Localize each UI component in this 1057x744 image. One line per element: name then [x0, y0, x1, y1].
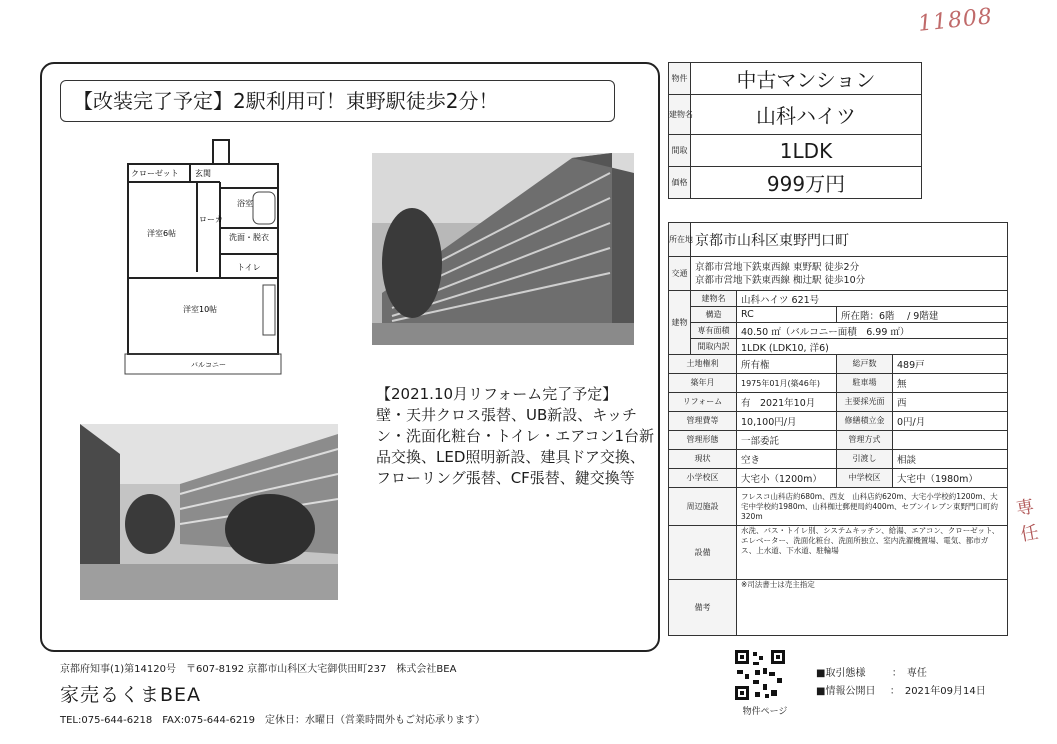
- shozai-value: 京都市山科区東野門口町: [691, 223, 1008, 257]
- fp-closet: クローゼット: [131, 169, 179, 178]
- shuzen-value: 0円/月: [893, 412, 1008, 431]
- handwritten-number: 11808: [916, 4, 995, 37]
- kanri-hoshiki-label: 管理方式: [837, 431, 893, 450]
- contact-line: TEL:075-644-6218 FAX:075-644-6219 定休日：水曜日（営業時間外もご対応承ります）: [60, 715, 485, 726]
- courtyard-photo: [80, 424, 338, 600]
- fp-room6: 洋室6帖: [147, 229, 177, 238]
- shozai-label: 所在地: [669, 223, 691, 257]
- fp-washroom: 洗面・脱衣: [229, 233, 269, 242]
- kanri-hoshiki-value: [893, 431, 1008, 450]
- floor-value: 所在階：6階 / 9階建: [837, 307, 1008, 323]
- summary-table: [668, 62, 922, 199]
- hikiwatashi-label: 引渡し: [837, 450, 893, 469]
- shuhen-value: フレスコ山科店約680m、西友 山科店約620m、大宅小学校約1200m、大宅中学校約1980m、山科椥辻郵便局約400m、セブンイレブン東野門口町約320m: [737, 488, 1008, 526]
- chushajo-label: 駐車場: [837, 374, 893, 393]
- kotsu-line-2: 京都市営地下鉄東西線 椥辻駅 徒歩10分: [695, 274, 866, 286]
- kanri-keitai-label: 管理形態: [669, 431, 737, 450]
- madori-detail-label: 間取内訳: [691, 339, 737, 355]
- genkyo-value: 空き: [737, 450, 837, 469]
- shogakko-value: 大宅小（1200m）: [737, 469, 837, 488]
- sokosu-value: 489戸: [893, 355, 1008, 374]
- tochi-value: 所有権: [737, 355, 837, 374]
- area-value: 40.50 ㎡（バルコニー面積 6.99 ㎡）: [737, 323, 1008, 339]
- koukai-row: [816, 682, 986, 697]
- floor-plan: [125, 140, 295, 375]
- qr-caption: 物件ページ: [742, 707, 788, 717]
- torihiki-label: ■取引態様: [816, 668, 866, 679]
- qr-code[interactable]: [735, 650, 785, 700]
- setsubi-label: 設備: [669, 526, 737, 580]
- chugakko-value: 大宅中（1980m）: [893, 469, 1008, 488]
- chugakko-label: 中学校区: [837, 469, 893, 488]
- torihiki-row: [816, 664, 927, 679]
- madori-label: 間取: [669, 135, 691, 167]
- biko-label: 備考: [669, 580, 737, 636]
- madori-value: 1LDK: [691, 135, 922, 167]
- kanrihi-value: 10,100円/月: [737, 412, 837, 431]
- reform-value: 有 2021年10月: [737, 393, 837, 412]
- reform-note: 【2021.10月リフォーム完了予定】 壁・天井クロス張替、UB新設、キッチン・洗面化粧台・トイレ・エアコン1台新品交換、LED照明新設、建具ドア交換、フローリング張替、CF張替、鍵交換等: [376, 385, 655, 487]
- fp-balcony: バルコニー: [191, 361, 226, 369]
- bldg-name-value: 山科ハイツ 621号: [737, 291, 1008, 307]
- tatemono-label: 建物名: [669, 95, 691, 135]
- kanri-keitai-value: 一部委託: [737, 431, 837, 450]
- genkyo-label: 現状: [669, 450, 737, 469]
- kozo-value: RC: [737, 307, 837, 323]
- hikiwatashi-value: 相談: [893, 450, 1008, 469]
- fp-room10: 洋室10帖: [183, 305, 218, 314]
- kozo-label: 構造: [691, 307, 737, 323]
- detail-table: [668, 222, 1008, 636]
- fp-corridor: ローカ: [199, 215, 223, 224]
- koukai-value: ： 2021年09月14日: [889, 686, 986, 697]
- company-name: 家売るくまBEA: [60, 684, 202, 706]
- headline: 【改装完了予定】2駅利用可！東野駅徒歩2分！: [60, 80, 615, 122]
- chikunen-value: 1975年01月(築46年): [737, 374, 837, 393]
- saiko-value: 西: [893, 393, 1008, 412]
- bldg-name-label: 建物名: [691, 291, 737, 307]
- fp-entrance: 玄関: [195, 169, 211, 178]
- kakaku-value: 999万円: [691, 167, 922, 199]
- bukken-value: 中古マンション: [691, 63, 922, 95]
- shuhen-label: 周辺施設: [669, 488, 737, 526]
- madori-detail-value: 1LDK (LDK10, 洋6): [737, 339, 1008, 355]
- kanrihi-label: 管理費等: [669, 412, 737, 431]
- chikunen-label: 築年月: [669, 374, 737, 393]
- area-label: 専有面積: [691, 323, 737, 339]
- chushajo-value: 無: [893, 374, 1008, 393]
- tochi-label: 土地権利: [669, 355, 737, 374]
- bukken-label: 物件: [669, 63, 691, 95]
- kotsu-label: 交通: [669, 257, 691, 291]
- saiko-label: 主要採光面: [837, 393, 893, 412]
- torihiki-value: ： 専任: [891, 668, 927, 679]
- setsubi-value: 水洗、バス・トイレ別、システムキッチン、給湯、エアコン、クローゼット、エレベーター、洗面化粧台、洗面所独立、室内洗濯機置場、電気、都市ガス、上水道、下水道、駐輪場: [737, 526, 1008, 580]
- fp-bath: 浴室: [237, 199, 253, 208]
- fp-toilet: トイレ: [237, 263, 261, 272]
- building-photo: [372, 153, 634, 345]
- biko-value: ※司法書士は売主指定: [737, 580, 1008, 636]
- license-line: 京都府知事(1)第14120号 〒607-8192 京都市山科区大宅御供田町237 株式会社BEA: [60, 664, 457, 675]
- tatemono-value: 山科ハイツ: [691, 95, 922, 135]
- koukai-label: ■情報公開日: [816, 686, 876, 697]
- kotsu-line-1: 京都市営地下鉄東西線 東野駅 徒歩2分: [695, 261, 860, 273]
- handwritten-mark: 専任: [1014, 496, 1041, 546]
- reform-label: リフォーム: [669, 393, 737, 412]
- shogakko-label: 小学校区: [669, 469, 737, 488]
- shuzen-label: 修繕積立金: [837, 412, 893, 431]
- tatemono-group-label: 建物: [669, 291, 691, 355]
- sokosu-label: 総戸数: [837, 355, 893, 374]
- kakaku-label: 価格: [669, 167, 691, 199]
